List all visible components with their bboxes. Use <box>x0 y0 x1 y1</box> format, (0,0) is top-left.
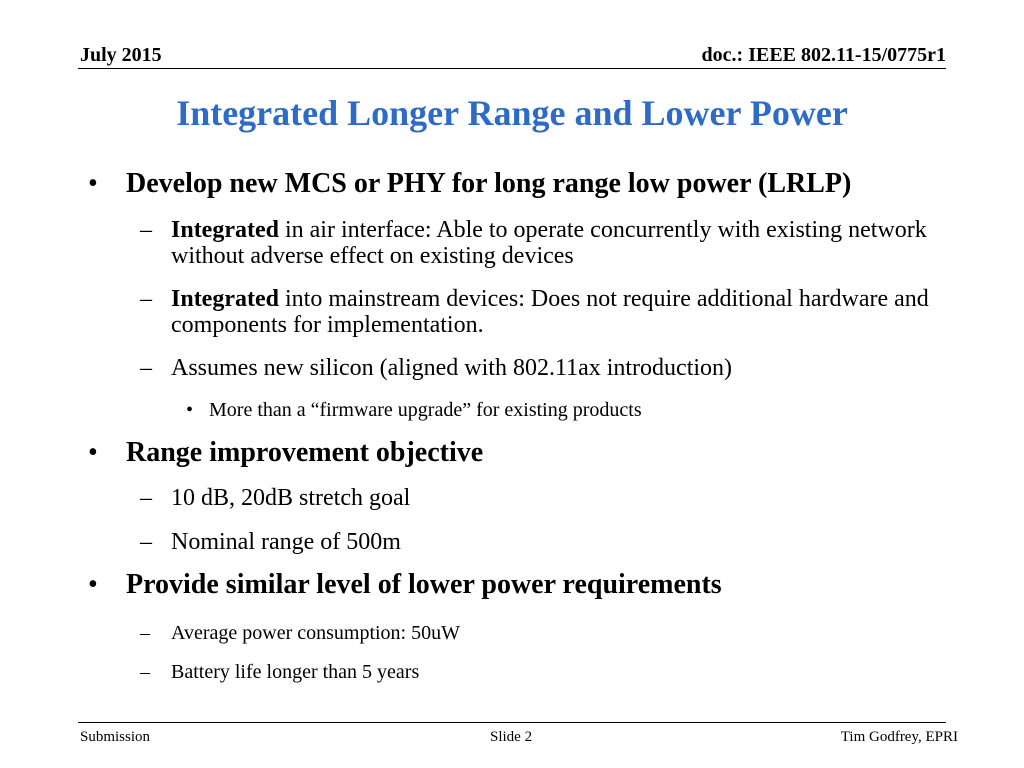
header-doc-id: doc.: IEEE 802.11-15/0775r1 <box>701 44 946 66</box>
sub-sub-bullet-text: More than a “firmware upgrade” for existing products <box>209 399 642 421</box>
dash-marker: – <box>140 661 150 683</box>
sub-bullet-silicon <box>140 355 940 381</box>
sub-bullet-text: Assumes new silicon (aligned with 802.11ax introduction) <box>171 355 733 381</box>
dash-marker: – <box>140 217 152 243</box>
sub-bullet-text: Nominal range of 500m <box>171 529 401 555</box>
header-divider <box>78 68 946 69</box>
bullet-marker: • <box>88 168 98 199</box>
slide-title: Integrated Longer Range and Lower Power <box>176 93 848 133</box>
sub-bullet-mainstream <box>140 286 940 338</box>
sub-bullet-bold: Integrated <box>171 286 279 312</box>
footer-submission: Submission <box>80 729 151 745</box>
sub-bullet-text: Average power consumption: 50uW <box>171 622 460 644</box>
sub-bullet-text: Battery life longer than 5 years <box>171 661 420 683</box>
bullet-marker: • <box>186 399 194 421</box>
dash-marker: – <box>140 355 152 381</box>
bullet-text: Range improvement objective <box>126 437 484 468</box>
sub-bullet-text: into mainstream devices: Does not require additional hardware and components for implementation. <box>171 286 929 338</box>
sub-bullet-text: in air interface: Able to operate concurrently with existing network without adverse effect on existing devices <box>171 217 927 269</box>
bullet-text: Provide similar level of lower power requirements <box>126 569 722 600</box>
footer-slide-number: Slide 2 <box>490 729 533 745</box>
sub-bullet-bold: Integrated <box>171 217 279 243</box>
bullet-marker: • <box>88 569 98 600</box>
footer-divider <box>78 722 946 723</box>
dash-marker: – <box>140 286 152 312</box>
bullet-text: Develop new MCS or PHY for long range low power (LRLP) <box>126 168 852 199</box>
sub-bullet-battery <box>140 659 940 685</box>
sub-bullet-text: 10 dB, 20dB stretch goal <box>171 485 411 511</box>
sub-bullet-air-interface <box>140 217 940 269</box>
sub-bullet-power-consumption <box>140 620 940 646</box>
bullet-marker: • <box>88 437 98 468</box>
sub-sub-bullet-firmware <box>186 399 642 422</box>
dash-marker: – <box>140 622 150 644</box>
dash-marker: – <box>140 529 152 555</box>
sub-bullet-range-goal <box>140 485 940 511</box>
dash-marker: – <box>140 485 152 511</box>
header-date: July 2015 <box>80 44 162 66</box>
footer-author: Tim Godfrey, EPRI <box>840 729 958 745</box>
sub-bullet-nominal-range <box>140 529 940 555</box>
